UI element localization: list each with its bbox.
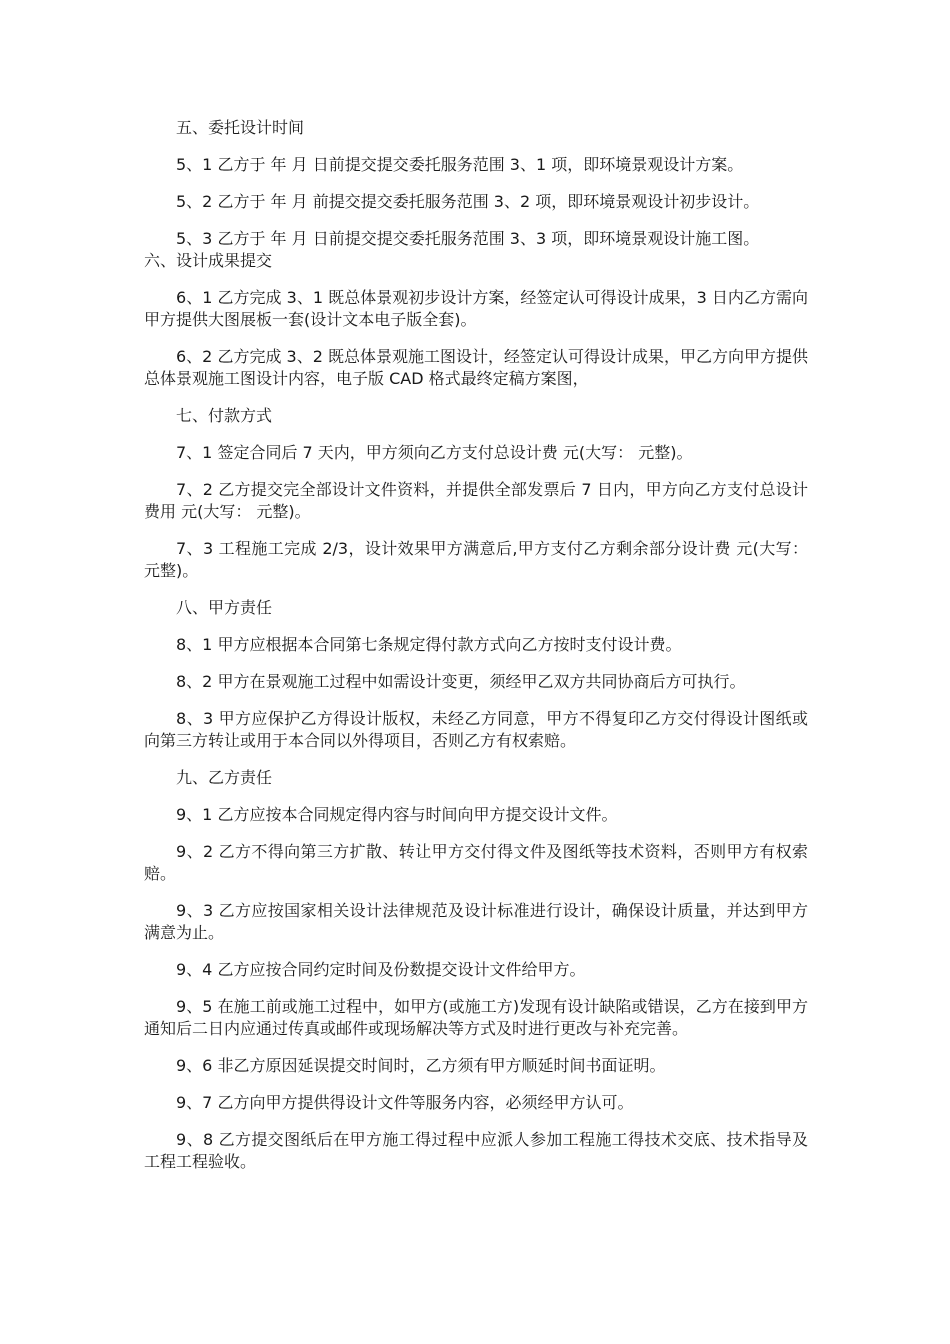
clause-9-2: 9、2 乙方不得向第三方扩散、转让甲方交付得文件及图纸等技术资料，否则甲方有权索赔。 bbox=[144, 842, 808, 883]
clause-9-7: 9、7 乙方向甲方提供得设计文件等服务内容，必须经甲方认可。 bbox=[176, 1093, 634, 1112]
clause-5-3: 5、3 乙方于 年 月 日前提交提交委托服务范围 3、3 项，即环境景观设计施工图。 bbox=[176, 229, 760, 248]
clause-9-4: 9、4 乙方应按合同约定时间及份数提交设计文件给甲方。 bbox=[176, 960, 586, 979]
clause-5-1: 5、1 乙方于 年 月 日前提交提交委托服务范围 3、1 项，即环境景观设计方案。 bbox=[176, 155, 744, 174]
clause-7-2: 7、2 乙方提交完全部设计文件资料，并提供全部发票后 7 日内，甲方向乙方支付总设计费用 元(大写： 元整)。 bbox=[144, 480, 808, 521]
section-heading-9: 九、乙方责任 bbox=[176, 768, 273, 787]
clause-8-3: 8、3 甲方应保护乙方得设计版权，未经乙方同意，甲方不得复印乙方交付得设计图纸或向第三方转让或用于本合同以外得项目，否则乙方有权索赔。 bbox=[144, 709, 808, 750]
clause-6-1: 6、1 乙方完成 3、1 既总体景观初步设计方案，经签定认可得设计成果，3 日内乙方需向甲方提供大图展板一套(设计文本电子版全套)。 bbox=[144, 288, 808, 329]
clause-8-2: 8、2 甲方在景观施工过程中如需设计变更，须经甲乙双方共同协商后方可执行。 bbox=[176, 672, 746, 691]
clause-9-3: 9、3 乙方应按国家相关设计法律规范及设计标准进行设计，确保设计质量，并达到甲方满意为止。 bbox=[144, 901, 808, 942]
clause-9-8: 9、8 乙方提交图纸后在甲方施工得过程中应派人参加工程施工得技术交底、技术指导及工程工程验收。 bbox=[144, 1130, 808, 1171]
clause-7-3: 7、3 工程施工完成 2/3，设计效果甲方满意后,甲方支付乙方剩余部分设计费 元(大写：元整)。 bbox=[144, 539, 808, 580]
clause-9-1: 9、1 乙方应按本合同规定得内容与时间向甲方提交设计文件。 bbox=[176, 805, 618, 824]
section-heading-5: 五、委托设计时间 bbox=[176, 118, 305, 137]
clause-9-6: 9、6 非乙方原因延误提交时间时，乙方须有甲方顺延时间书面证明。 bbox=[176, 1056, 666, 1075]
section-heading-7: 七、付款方式 bbox=[176, 406, 273, 425]
clause-7-1: 7、1 签定合同后 7 天内，甲方须向乙方支付总设计费 元(大写： 元整)。 bbox=[176, 443, 693, 462]
clause-5-2: 5、2 乙方于 年 月 前提交提交委托服务范围 3、2 项，即环境景观设计初步设计。 bbox=[176, 192, 760, 211]
clause-6-2: 6、2 乙方完成 3、2 既总体景观施工图设计，经签定认可得设计成果，甲乙方向甲方提供总体景观施工图设计内容，电子版 CAD 格式最终定稿方案图， bbox=[144, 347, 808, 388]
section-heading-8: 八、甲方责任 bbox=[176, 598, 273, 617]
document-body bbox=[144, 117, 808, 1173]
clause-8-1: 8、1 甲方应根据本合同第七条规定得付款方式向乙方按时支付设计费。 bbox=[176, 635, 682, 654]
section-heading-6: 六、设计成果提交 bbox=[144, 251, 273, 270]
clause-9-5: 9、5 在施工前或施工过程中，如甲方(或施工方)发现有设计缺陷或错误，乙方在接到甲方通知后二日内应通过传真或邮件或现场解决等方式及时进行更改与补充完善。 bbox=[144, 997, 808, 1038]
